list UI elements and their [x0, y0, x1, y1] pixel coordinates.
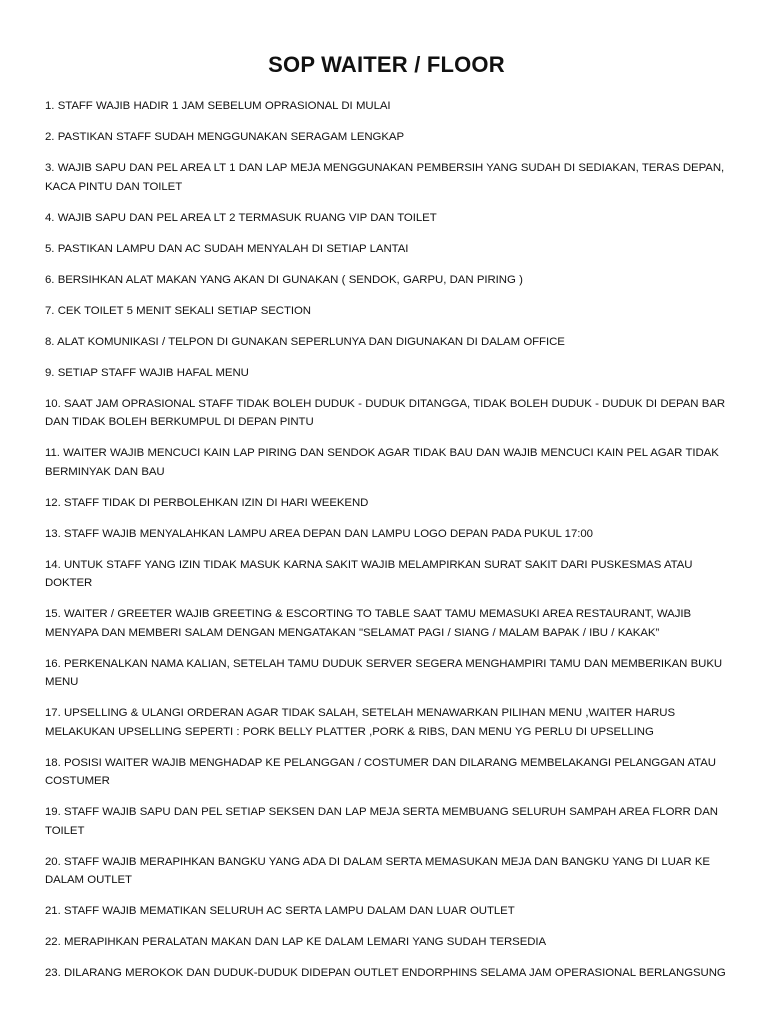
- sop-item-6: 6. BERSIHKAN ALAT MAKAN YANG AKAN DI GUNAKAN ( SENDOK, GARPU, DAN PIRING ): [45, 273, 523, 286]
- sop-item-1: 1. STAFF WAJIB HADIR 1 JAM SEBELUM OPRASIONAL DI MULAI: [45, 100, 391, 112]
- sop-item-5: 5. PASTIKAN LAMPU DAN AC SUDAH MENYALAH DI SETIAP LANTAI: [45, 242, 409, 255]
- sop-item-17: 17. UPSELLING & ULANGI ORDERAN AGAR TIDAK SALAH, SETELAH MENAWARKAN PILIHAN MENU ,WAITER HARUS MELAKUKAN UPSELLING SEPERTI : PORK BELLY PLATTER ,PORK & RIBS, DAN MENU YG PERLU DI UPSELLING: [45, 707, 676, 738]
- sop-item-19: 19. STAFF WAJIB SAPU DAN PEL SETIAP SEKSEN DAN LAP MEJA SERTA MEMBUANG SELURUH SAMPAH AREA FLORR DAN TOILET: [45, 806, 718, 837]
- sop-item-23: 23. DILARANG MEROKOK DAN DUDUK-DUDUK DIDEPAN OUTLET ENDORPHINS SELAMA JAM OPERASIONAL BERLANGSUNG: [45, 967, 726, 979]
- sop-item-15: 15. WAITER / GREETER WAJIB GREETING & ESCORTING TO TABLE SAAT TAMU MEMASUKI AREA RESTAURANT, WAJIB MENYAPA DAN MEMBERI SALAM DENGAN MENGATAKAN "SELAMAT PAGI / SIANG / MALAM BAPAK / IBU / KAKAK”: [45, 608, 692, 639]
- sop-item-14: 14. UNTUK STAFF YANG IZIN TIDAK MASUK KARNA SAKIT WAJIB MELAMPIRKAN SURAT SAKIT DARI PUSKESMAS ATAU DOKTER: [45, 558, 693, 589]
- sop-item-16: 16. PERKENALKAN NAMA KALIAN, SETELAH TAMU DUDUK SERVER SEGERA MENGHAMPIRI TAMU DAN MEMBERIKAN BUKU MENU: [45, 657, 723, 688]
- sop-item-3: 3. WAJIB SAPU DAN PEL AREA LT 1 DAN LAP MEJA MENGGUNAKAN PEMBERSIH YANG SUDAH DI SEDIAKAN, TERAS DEPAN, KACA PINTU DAN TOILET: [45, 162, 725, 193]
- document-title: SOP WAITER / FLOOR: [268, 52, 505, 77]
- sop-item-10: 10. SAAT JAM OPRASIONAL STAFF TIDAK BOLEH DUDUK - DUDUK DITANGGA, TIDAK BOLEH DUDUK - DUDUK DI DEPAN BAR DAN TIDAK BOLEH BERKUMPUL DI DEPAN PINTU: [45, 397, 726, 428]
- sop-item-4: 4. WAJIB SAPU DAN PEL AREA LT 2 TERMASUK RUANG VIP DAN TOILET: [45, 211, 437, 224]
- sop-item-21: 21. STAFF WAJIB MEMATIKAN SELURUH AC SERTA LAMPU DALAM DAN LUAR OUTLET: [45, 905, 515, 917]
- sop-item-8: 8. ALAT KOMUNIKASI / TELPON DI GUNAKAN SEPERLUNYA DAN DIGUNAKAN DI DALAM OFFICE: [45, 335, 565, 348]
- sop-list: [45, 97, 728, 983]
- sop-item-12: 12. STAFF TIDAK DI PERBOLEHKAN IZIN DI HARI WEEKEND: [45, 496, 369, 509]
- sop-item-22: 22. MERAPIHKAN PERALATAN MAKAN DAN LAP KE DALAM LEMARI YANG SUDAH TERSEDIA: [45, 936, 547, 948]
- sop-item-9: 9. SETIAP STAFF WAJIB HAFAL MENU: [45, 366, 249, 379]
- sop-item-18: 18. POSISI WAITER WAJIB MENGHADAP KE PELANGGAN / COSTUMER DAN DILARANG MEMBELAKANGI PELANGGAN ATAU COSTUMER: [45, 756, 716, 787]
- sop-item-13: 13. STAFF WAJIB MENYALAHKAN LAMPU AREA DEPAN DAN LAMPU LOGO DEPAN PADA PUKUL 17:00: [45, 527, 593, 540]
- sop-item-11: 11. WAITER WAJIB MENCUCI KAIN LAP PIRING DAN SENDOK AGAR TIDAK BAU DAN WAJIB MENCUCI KAIN PEL AGAR TIDAK BERMINYAK DAN BAU: [45, 447, 719, 478]
- sop-item-20: 20. STAFF WAJIB MERAPIHKAN BANGKU YANG ADA DI DALAM SERTA MEMASUKAN MEJA DAN BANGKU YANG DI LUAR KE DALAM OUTLET: [45, 855, 710, 886]
- sop-item-7: 7. CEK TOILET 5 MENIT SEKALI SETIAP SECTION: [45, 304, 311, 317]
- sop-item-2: 2. PASTIKAN STAFF SUDAH MENGGUNAKAN SERAGAM LENGKAP: [45, 131, 405, 143]
